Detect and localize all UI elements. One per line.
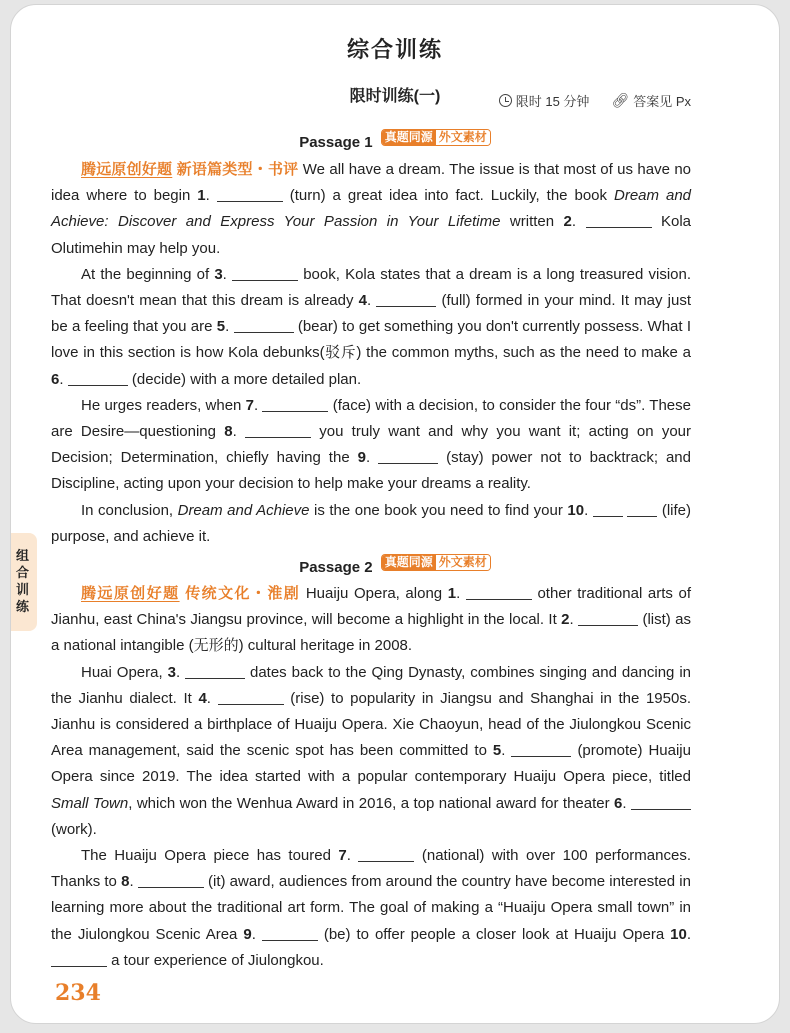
blank-input[interactable]	[378, 450, 438, 464]
blank-input[interactable]	[631, 796, 691, 810]
blank-input[interactable]	[218, 691, 284, 705]
side-tab[interactable]	[11, 533, 37, 631]
blank-input[interactable]	[234, 319, 294, 333]
tag-foreign-material: 外文素材	[436, 555, 490, 570]
passage2-tag	[381, 554, 491, 571]
passage2-paragraph: The Huaiju Opera piece has toured 7. (national) with over 100 performances. Thanks to 8. (it) award, audiences from around the country have become interested in learning more about the traditional art form. The goal of making a “Huaiju Opera small town” in the Jiulongkou Scenic Area 9. (be) to offer people a closer look at Huaiju Opera 10. a tour experience of Jiulongkou.	[51, 847, 692, 969]
passage1-paragraph: In conclusion, Dream and Achieve is the one book you need to find your 10. (life) purpose, and achieve it.	[51, 501, 691, 545]
blank-input[interactable]	[185, 665, 245, 679]
passage2-paragraph: 腾远原创好题 传统文化・淮剧 Huaiju Opera, along 1. other traditional arts of Jianhu, east China's Jiangsu province, will become a highlight in the local. It 2. (list) as a national intangible (无形的) cultural heritage in 2008.	[51, 585, 691, 655]
blank-input[interactable]	[138, 874, 204, 888]
clock-icon	[499, 94, 512, 107]
blank-input[interactable]	[245, 424, 311, 438]
time-limit: 限时 15 分钟	[515, 94, 590, 109]
passage2-body	[51, 581, 691, 974]
side-tab-label: 组合训练	[16, 548, 30, 614]
passage1-paragraph: He urges readers, when 7. (face) with a decision, to consider the four “ds”. These are Desire—questioning 8. you truly want and why you want it; acting on your Decision; Determination, chiefly having the 9. (stay) power not to backtrack; and Discipline, acting upon your decision to help make your dreams a reality.	[51, 396, 692, 493]
passage1-tag	[381, 129, 491, 146]
original-label: 腾远原创好题	[81, 161, 173, 178]
blank-input[interactable]	[466, 586, 532, 600]
blank-input[interactable]	[586, 214, 652, 228]
blank-input[interactable]	[232, 267, 298, 281]
tag-foreign-material: 外文素材	[436, 130, 490, 145]
passage1-paragraph: 腾远原创好题 新语篇类型・书评 We all have a dream. The issue is that most of us have no idea where to begin 1. (turn) a great idea into fact. Luckily, the book Dream and Achieve: Discover and Express Your Passion in Your Lifetime written 2. Kola Olutimehin may help you.	[51, 161, 692, 257]
answer-reference[interactable]: 答案见 Px	[633, 94, 691, 109]
timing-info	[499, 91, 691, 110]
page-number: 234	[55, 980, 101, 1006]
original-label: 腾远原创好题	[81, 585, 180, 602]
blank-input[interactable]	[262, 398, 328, 412]
passage2-title: Passage 2	[299, 559, 373, 576]
passage2-heading	[11, 554, 779, 576]
genre-label: 新语篇类型・书评	[176, 161, 299, 178]
passage1-heading	[11, 129, 779, 151]
blank-input[interactable]	[376, 293, 436, 307]
genre-label: 传统文化・淮剧	[185, 585, 301, 602]
passage1-title: Passage 1	[299, 134, 373, 151]
blank-input[interactable]	[217, 188, 283, 202]
passage2-paragraph: Huai Opera, 3. dates back to the Qing Dynasty, combines singing and dancing in the Jianhu dialect. It 4. (rise) to popularity in Jiangsu and Shanghai in the 1950s. Jianhu is considered a birthplace of Huaiju Opera. Xie Chaoyun, head of the Jiulongkou Scenic Area management, said the scenic spot has been committed to 5. (promote) Huaiju Opera since 2019. The idea started with a popular contemporary Huaiju Opera piece, titled Small Town, which won the Wenhua Award in 2016, a top national award for theater 6. (work).	[51, 663, 692, 838]
blank-input[interactable]	[578, 612, 638, 626]
blank-input[interactable]	[593, 503, 623, 517]
tag-same-source: 真题同源	[382, 130, 436, 145]
blank-input[interactable]	[262, 927, 318, 941]
blank-input[interactable]	[358, 848, 414, 862]
blank-input[interactable]	[68, 372, 128, 386]
blank-input[interactable]	[627, 503, 657, 517]
section-subtitle: 限时训练(一)	[349, 88, 441, 105]
workbook-page	[10, 4, 780, 1024]
passage1-body	[51, 157, 691, 550]
blank-input[interactable]	[51, 953, 107, 967]
tag-same-source: 真题同源	[382, 555, 436, 570]
link-icon: 🔗︎	[611, 92, 630, 108]
book-title: Dream and Achieve: Discover and Express Your Passion in Your Lifetime	[51, 187, 692, 231]
passage1-paragraph: At the beginning of 3. book, Kola states that a dream is a long treasured vision. That doesn't mean that this dream is already 4. (full) formed in your mind. It may just be a feeling that you are 5. (bear) to get something you don't currently possess. What I love in this section is how Kola debunks(驳斥) the common myths, such as the need to make a 6. (decide) with a more detailed plan.	[51, 265, 692, 388]
page-title: 综合训练	[346, 37, 443, 62]
blank-input[interactable]	[511, 743, 571, 757]
